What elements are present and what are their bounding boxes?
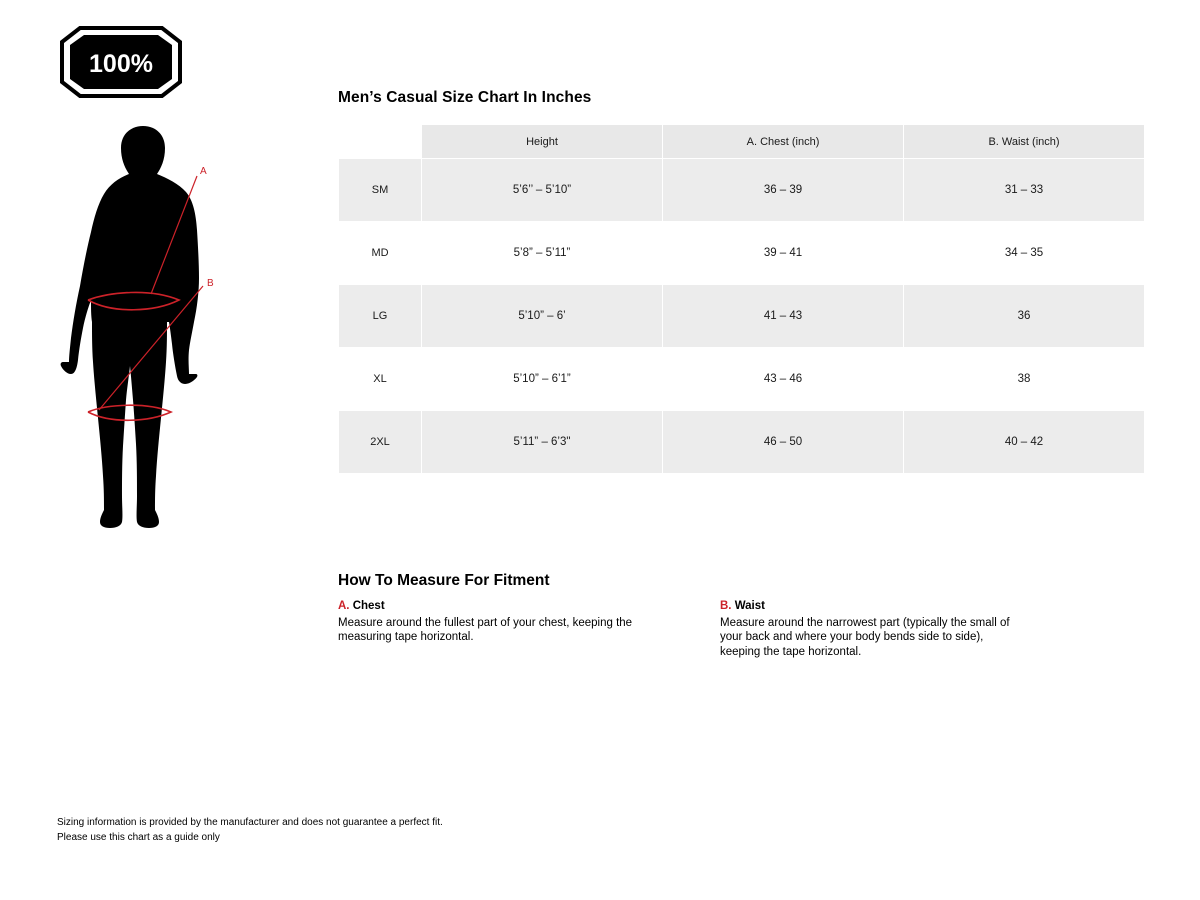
brand-logo: [60, 26, 182, 98]
measure-waist-text: Measure around the narrowest part (typically the small of your back and where your body bends side to side), keeping the tape horizontal.: [720, 617, 1010, 658]
table-header-row: [339, 125, 1145, 159]
row-height-value: 5’6’’ – 5’10”: [422, 159, 663, 222]
table-row: [339, 159, 1145, 222]
table-header-chest: A. Chest (inch): [663, 125, 904, 159]
row-waist-value: 31 – 33: [904, 159, 1145, 222]
row-chest-value: 43 – 46: [663, 348, 904, 411]
row-waist-value: 40 – 42: [904, 411, 1145, 474]
table-body: [339, 159, 1145, 474]
row-waist-value: 36: [904, 285, 1145, 348]
row-height-value: 5’10” – 6’1”: [422, 348, 663, 411]
disclaimer: [57, 816, 443, 845]
disclaimer-line-1: Sizing information is provided by the manufacturer and does not guarantee a perfect fit.: [57, 817, 443, 828]
row-size-label: SM: [339, 159, 422, 222]
measure-waist-letter: B.: [720, 600, 732, 612]
100-percent-logo-icon: [60, 26, 182, 98]
row-waist-value: 38: [904, 348, 1145, 411]
how-to-measure-title: How To Measure For Fitment: [338, 572, 550, 589]
row-chest-value: 36 – 39: [663, 159, 904, 222]
diagram-label-b: B: [207, 278, 214, 289]
measure-waist-name: Waist: [734, 600, 765, 612]
table-row: [339, 222, 1145, 285]
measure-chest-letter: A.: [338, 600, 350, 612]
row-chest-value: 46 – 50: [663, 411, 904, 474]
row-height-value: 5’11” – 6’3": [422, 411, 663, 474]
row-chest-value: 41 – 43: [663, 285, 904, 348]
measure-chest-text: Measure around the fullest part of your chest, keeping the measuring tape horizontal.: [338, 617, 633, 644]
table-header: [339, 125, 1145, 159]
measure-instruction-waist: [720, 599, 1020, 659]
svg-text:100%: 100%: [89, 50, 153, 78]
row-height-value: 5’10” – 6’: [422, 285, 663, 348]
table-header-corner: [339, 125, 422, 159]
row-height-value: 5’8” – 5’11”: [422, 222, 663, 285]
disclaimer-line-2: Please use this chart as a guide only: [57, 831, 220, 843]
measure-chest-name: Chest: [352, 600, 385, 612]
measure-waist-heading: [720, 599, 1020, 613]
measure-chest-heading: [338, 599, 638, 613]
row-size-label: XL: [339, 348, 422, 411]
row-size-label: LG: [339, 285, 422, 348]
row-chest-value: 39 – 41: [663, 222, 904, 285]
row-size-label: MD: [339, 222, 422, 285]
measure-instruction-chest: [338, 599, 638, 645]
table-row: [339, 285, 1145, 348]
diagram-label-a: A: [200, 166, 207, 177]
page-title: Men’s Casual Size Chart In Inches: [338, 89, 592, 106]
table-row: [339, 348, 1145, 411]
table-header-waist: B. Waist (inch): [904, 125, 1145, 159]
table-header-height: Height: [422, 125, 663, 159]
male-silhouette-icon: [55, 122, 235, 552]
row-size-label: 2XL: [339, 411, 422, 474]
body-diagram: [55, 122, 235, 552]
size-chart-table: [338, 124, 1145, 474]
row-waist-value: 34 – 35: [904, 222, 1145, 285]
table-row: [339, 411, 1145, 474]
